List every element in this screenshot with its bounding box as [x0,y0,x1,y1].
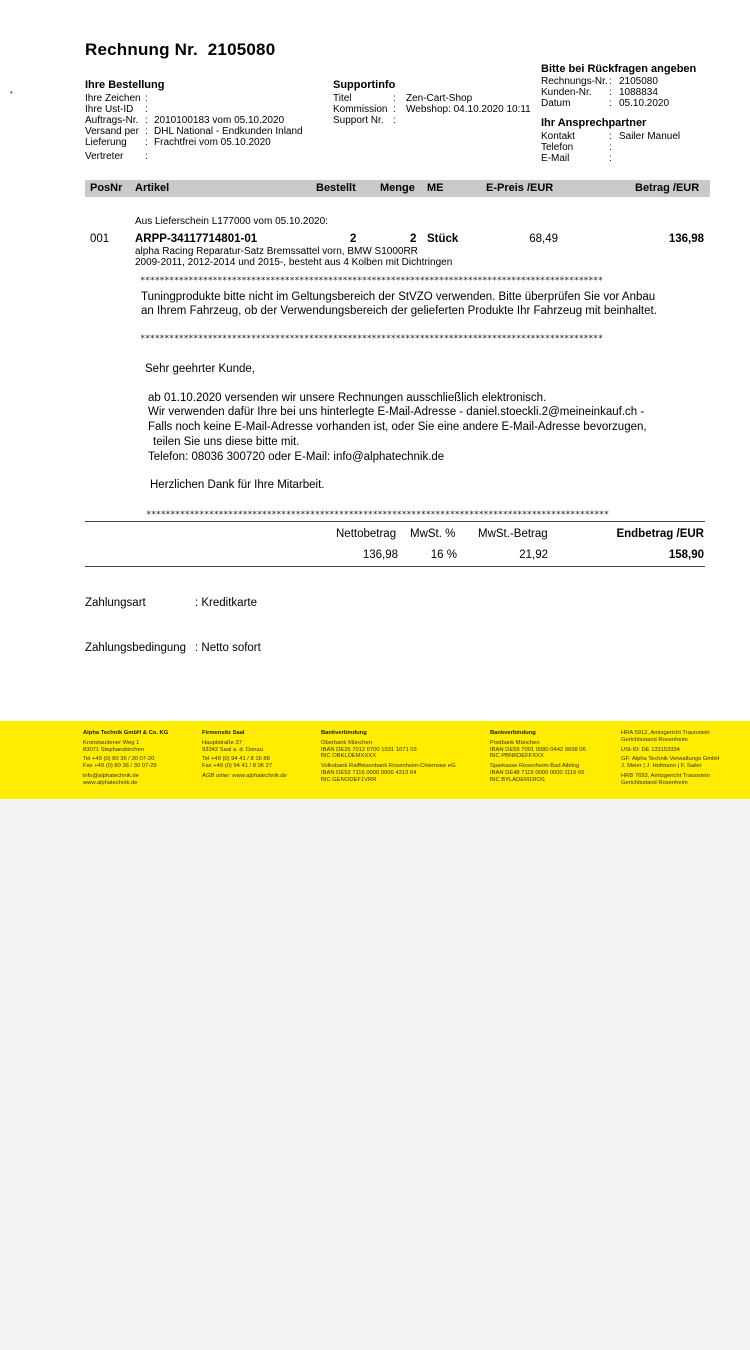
contact-row: Kontakt : Sailer Manuel [541,131,681,142]
notice-line-1: Tuningprodukte bitte nicht im Geltungsbereich der StVZO verwenden. Bitte überprüfen Sie vor Anbau [141,291,656,303]
totals-bottom-rule [85,566,705,567]
footer-email: info@alphatechnik.de [83,772,139,779]
contact-block [541,131,680,164]
separator-stars: ************************************************************************************************ [146,510,609,520]
item-ordered: 2 [350,233,357,245]
item-price: 68,49 [529,233,558,245]
col-qty: Menge [380,182,415,194]
payment-type-value: : Kreditkarte [195,597,257,609]
support-label: Support Nr. [333,115,384,126]
order-label: Ihre Ust-ID [85,104,134,115]
footer-line: HRA 5912, Amtsgericht Traunstein [621,730,710,736]
payment-terms-value: : Netto sofort [195,642,261,654]
totals-vat-label: MwSt.-Betrag [478,528,548,540]
footer-website: www.alphatechnik.de [83,779,138,786]
contact-value: Sailer Manuel [619,131,681,142]
contact-label: E-Mail [541,153,570,164]
footer-office [202,730,287,780]
reference-value: 2105080 [619,76,658,87]
notice-line-2: an Ihrem Fahrzeug, ob der Verwendungsbereich der gelieferten Produkte Ihr Fahrzeug mit beinhaltet. [141,305,657,317]
order-block [85,93,303,162]
item-qty: 2 [410,233,417,245]
footer-line: Tel +49 (0) 94 41 / 8 16 88 [202,756,270,763]
order-row: Versand per : DHL National - Endkunden Inland [85,126,303,137]
footer-line: BIC GENODEF1VRR [321,776,377,783]
footer-line: HRB 7693, Amtsgericht Traunstein [621,772,710,779]
letter-greeting: Sehr geehrter Kunde, [145,363,255,375]
support-label: Titel [333,93,352,104]
contact-label: Telefon [541,142,574,153]
reference-row: Kunden-Nr. : 1088834 [541,87,658,98]
contact-row: E-Mail : [541,153,612,164]
reference-block [541,76,669,109]
order-label: Auftrags-Nr. [85,115,139,126]
support-heading: Supportinfo [333,79,396,91]
order-row: Vertreter : [85,151,148,162]
order-label: Versand per [85,126,139,137]
letter-line-2: Wir verwenden dafür Ihre bei uns hinterlegte E-Mail-Adresse - daniel.stoeckli.2@meineinkauf.ch - [148,406,645,418]
totals-vat-pct-value: 16 % [430,549,457,561]
item-sku: ARPP-34117714801-01 [135,233,258,245]
reference-row: Rechnungs-Nr. : 2105080 [541,76,658,87]
totals-top-rule [85,521,705,522]
footer-bank-heading: Bankverbindung [490,730,536,736]
invoice-title [85,40,275,60]
footer-company-heading: Alpha Technik GmbH & Co. KG [83,730,169,736]
contact-row: Telefon : [541,142,612,153]
item-pos: 001 [90,233,110,245]
item-amount: 136,98 [668,233,704,245]
support-row: Kommission : Webshop: 04.10.2020 10:11 [333,104,531,115]
order-value: DHL National - Endkunden Inland [154,126,303,137]
totals-vat-value: 21,92 [519,549,548,561]
reference-value: 1088834 [619,87,658,98]
footer-line: Gerichtsstand Rosenheim [621,779,688,786]
col-pos: PosNr [90,182,123,194]
payment-type-label: Zahlungsart [85,597,146,609]
footer-line: GF: Alpha Technik Verwaltungs GmbH [621,756,720,763]
letter-line-1: ab 01.10.2020 versenden wir unsere Rechnungen ausschließlich elektronisch. [148,392,547,404]
col-price: E-Preis /EUR [486,182,554,194]
footer-line: Gerichtsstand Rosenheim [621,736,688,743]
support-row: Titel : Zen-Cart-Shop [333,93,473,104]
invoice-number: 2105080 [207,40,276,59]
totals-net-label: Nettobetrag [336,528,397,540]
table-header [85,180,710,197]
footer-line: Sparkasse Rosenheim-Bad Aibling [490,763,580,770]
invoice-title-label: Rechnung Nr. [85,40,198,59]
order-row: Ihre Zeichen : [85,93,148,104]
footer-line: Hauptstraße 37 [202,739,242,746]
reference-row: Datum : 05.10.2020 [541,98,670,109]
footer-line: 83071 Stephanskirchen [83,746,144,753]
footer-line: IBAN DE53 7116 0000 0006 4313 64 [321,769,417,776]
contact-heading: Ihr Ansprechpartner [541,117,647,129]
margin-mark: • [10,88,13,97]
support-block [333,93,531,126]
footer-line: Volksbank Raiffeisenbank Rosenheim-Chiemsee eG [321,763,456,770]
col-amount: Betrag /EUR [635,182,700,194]
footer-line: Fax +49 (0) 94 41 / 8 06 27 [202,763,273,770]
footer-company [83,730,168,787]
footer-line: BIC OBKLDEMXXXX [321,753,377,760]
footer-line: USt-ID: DE 131153334 [621,746,680,753]
letter-line-4: teilen Sie uns diese bitte mit. [153,436,300,448]
footer-line: IBAN DE25 7012 0700 1031 1071 03 [321,746,417,753]
footer-line: IBAN DE48 7115 0000 0000 1116 66 [490,769,585,776]
order-row: Lieferung : Frachtfrei vom 05.10.2020 [85,137,271,148]
order-row: Auftrags-Nr. : 2010100183 vom 05.10.2020 [85,115,285,126]
footer-line: BIC PBNKDEFFXXX [490,753,544,760]
footer-line: BIC BYLADEM1ROS [490,776,545,783]
footer-line: IBAN DE59 7001 0080 0442 9698 06 [490,746,586,753]
reference-label: Rechnungs-Nr. [541,76,608,87]
support-label: Kommission [333,104,388,115]
reference-label: Kunden-Nr. [541,87,592,98]
order-label: Ihre Zeichen [85,93,141,104]
footer-line: Postbank München [490,739,540,746]
order-label: Lieferung [85,137,127,148]
separator-stars: ************************************************************************************************ [140,276,603,286]
col-article: Artikel [135,182,170,194]
footer-office-heading: Firmensitz Saal [202,730,245,736]
footer-bank-1 [321,730,456,784]
support-value: Webshop: 04.10.2020 10:11 [406,104,531,115]
footer-line: Kronstaudener Weg 1 [83,739,140,746]
item-unit: Stück [427,233,459,245]
item-desc-2: 2009-2011, 2012-2014 und 2015-, besteht aus 4 Kolben mit Dichtringen [135,257,453,268]
col-ordered: Bestellt [316,182,356,194]
footer-bank-2 [490,730,586,784]
payment-terms-label: Zahlungsbedingung [85,642,187,654]
footer-line: Oberbank München [321,739,372,746]
totals-net-value: 136,98 [362,549,398,561]
totals-total-label: Endbetrag /EUR [616,528,704,540]
reference-value: 05.10.2020 [619,98,670,109]
totals-vat-pct-label: MwSt. % [410,528,456,540]
footer-line: Tel +49 (0) 80 36 / 30 07-20 [83,756,155,763]
item-desc-1: alpha Racing Reparatur-Satz Bremssattel vorn, BMW S1000RR [135,246,418,257]
col-unit: ME [427,182,444,194]
order-row: Ihre Ust-ID : [85,104,148,115]
reference-label: Datum [541,98,571,109]
order-heading: Ihre Bestellung [85,79,165,91]
separator-stars: ************************************************************************************************ [140,334,603,344]
order-label: Vertreter [85,151,124,162]
footer-agb: AGB unter: www.alphatechnik.de [202,772,287,779]
letter-line-3: Falls noch keine E-Mail-Adresse vorhanden ist, oder Sie eine andere E-Mail-Adresse bevorzugen, [148,421,647,433]
letter-line-5: Telefon: 08036 300720 oder E-Mail: info@alphatechnik.de [148,451,445,463]
delivery-note: Aus Lieferschein L177000 vom 05.10.2020: [135,216,328,227]
footer-line: J. Meier | J. Hofmann | F. Sailer [621,763,702,770]
footer-line: 93342 Saal a. d. Donau [202,746,263,753]
support-row: Support Nr. : [333,115,396,126]
footer-line: Fax +49 (0) 80 36 / 30 07-29 [83,763,157,770]
reference-heading: Bitte bei Rückfragen angeben [541,63,697,75]
support-value: Zen-Cart-Shop [406,93,473,104]
order-value: Frachtfrei vom 05.10.2020 [154,137,271,148]
footer-bank-heading: Bankverbindung [321,730,367,736]
footer-legal [621,730,720,787]
totals-total-value: 158,90 [668,549,704,561]
order-value: 2010100183 vom 05.10.2020 [154,115,285,126]
company-footer [0,721,750,799]
contact-label: Kontakt [541,131,575,142]
letter-thanks: Herzlichen Dank für Ihre Mitarbeit. [150,479,325,491]
